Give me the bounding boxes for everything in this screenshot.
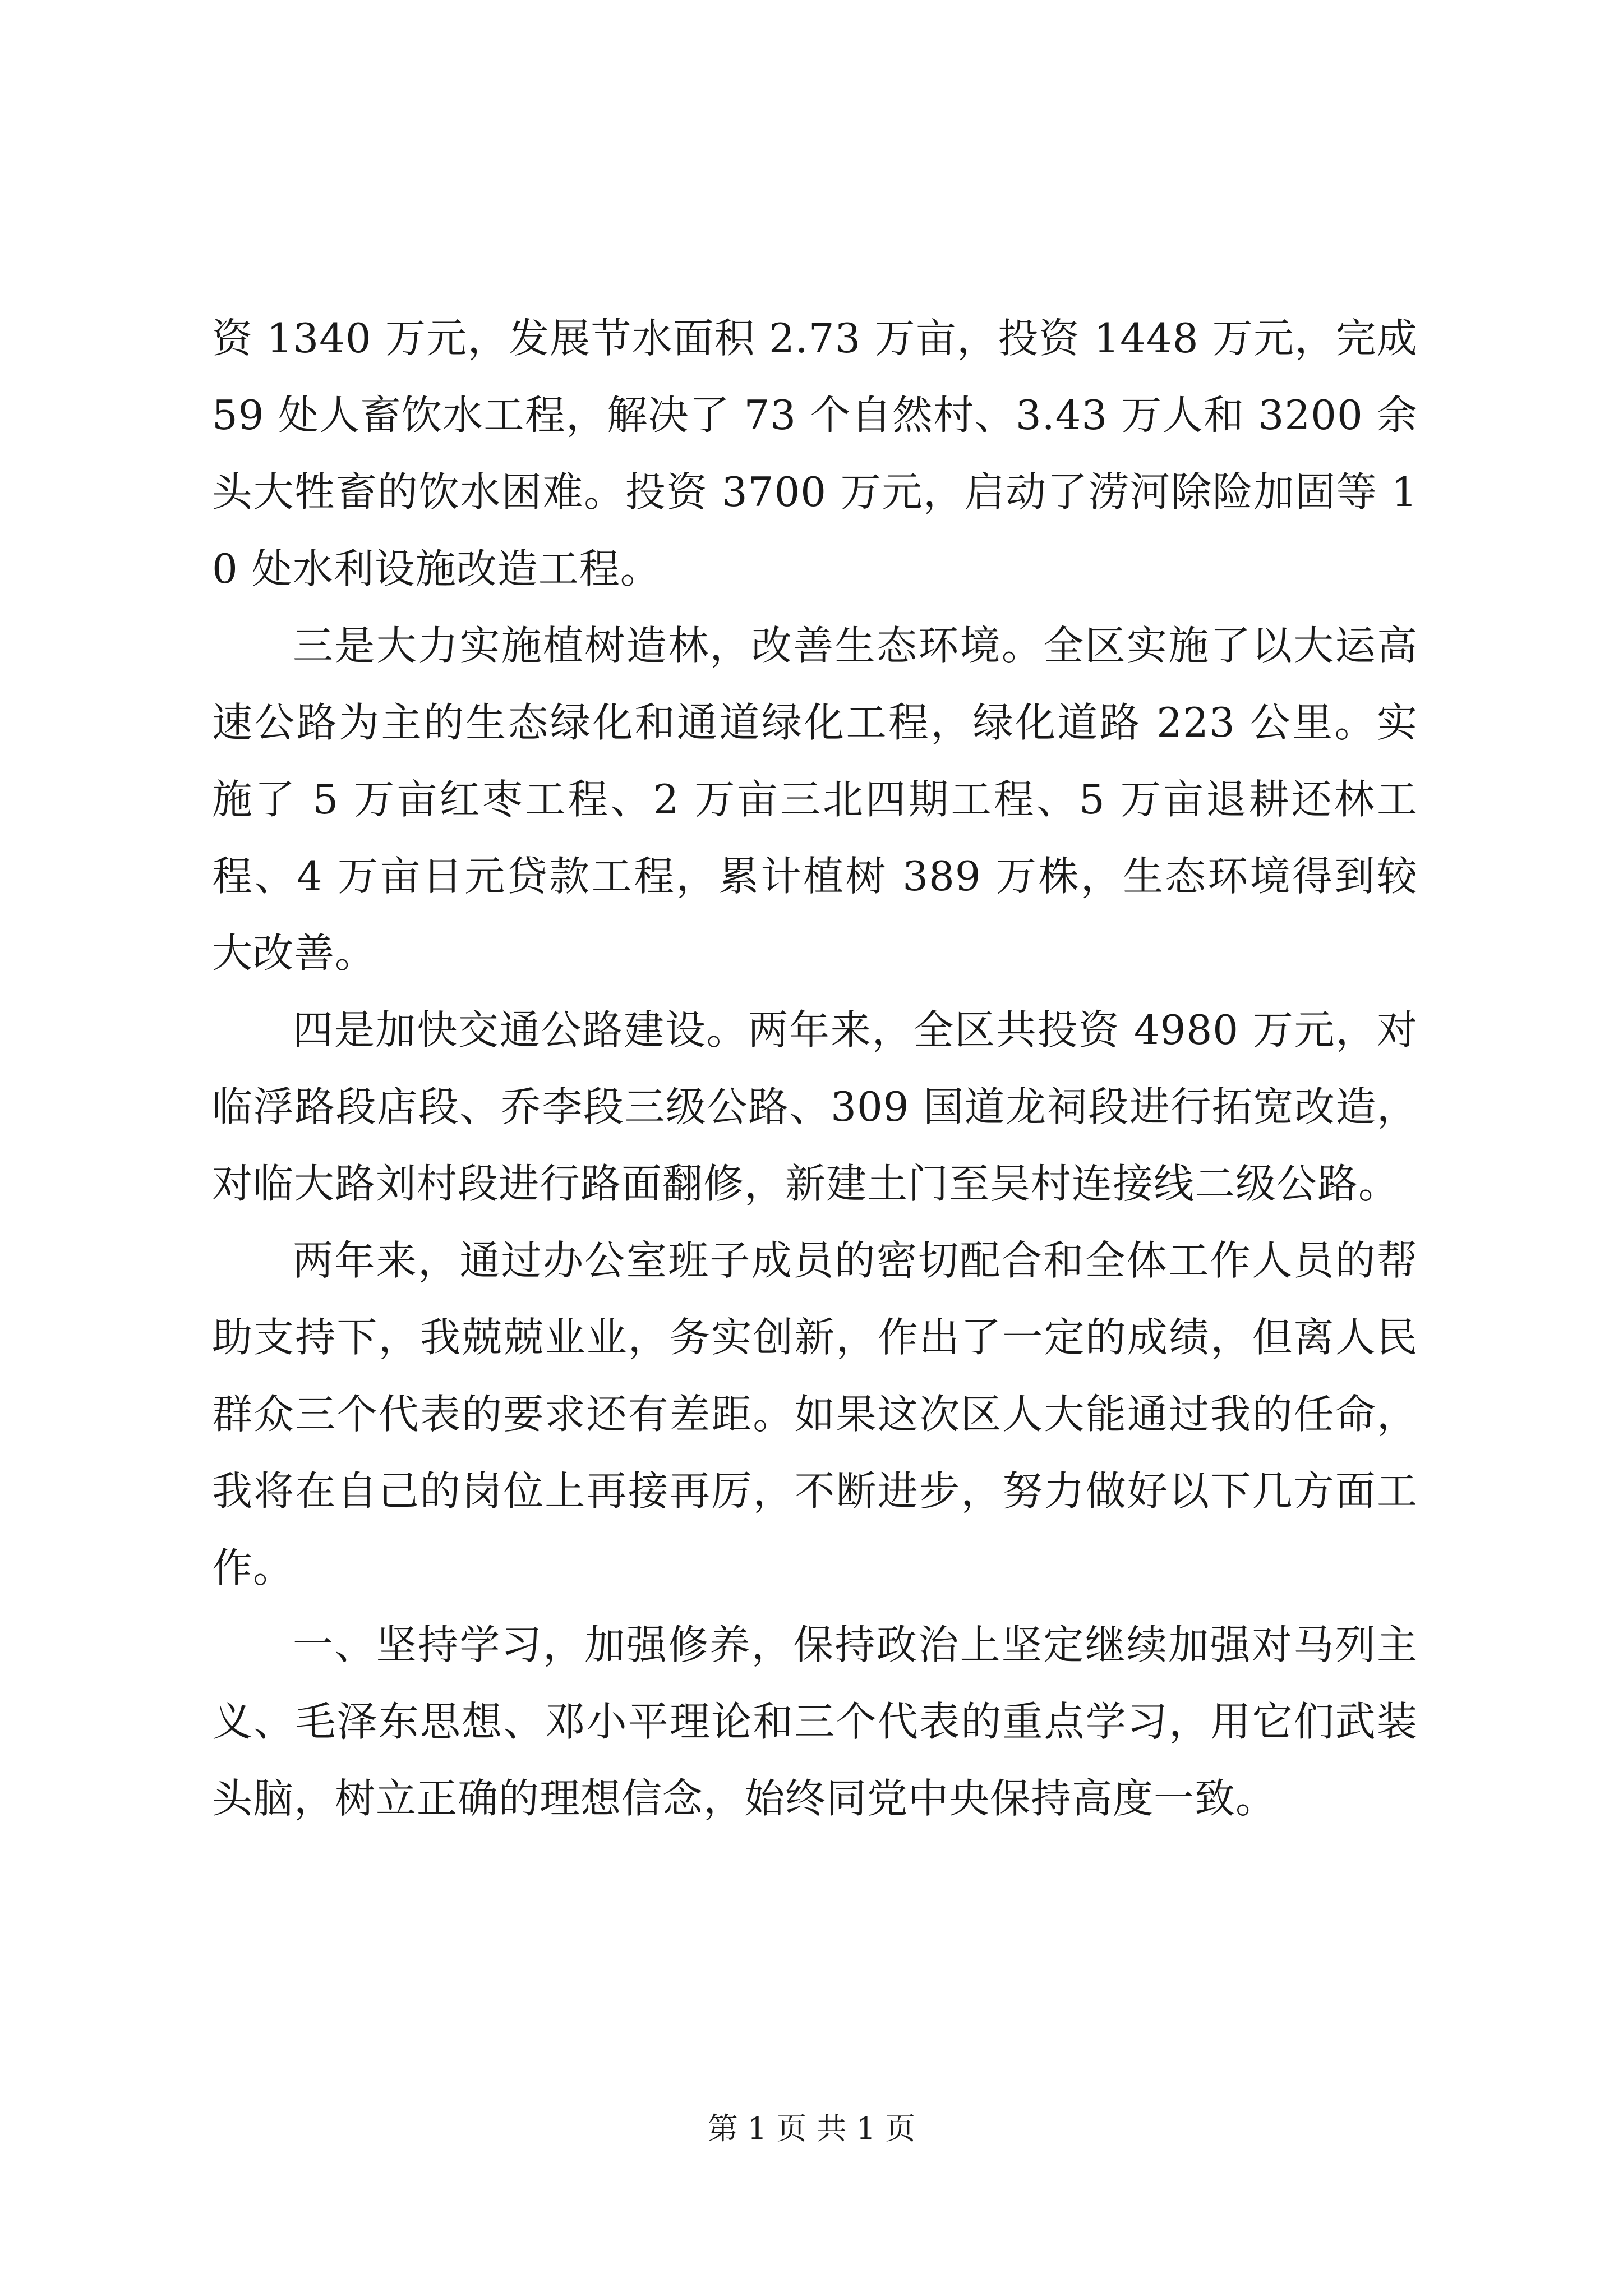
document-body [212,300,1418,1837]
paragraph-afforestation: 三是大力实施植树造林，改善生态环境。全区实施了以大运高速公路为主的生态绿化和通道绿化工程，绿化道路 223 公里。实施了 5 万亩红枣工程、2 万亩三北四期工程、5 万亩退耕还林工程、4 万亩日元贷款工程，累计植树 389 万株，生态环境得到较大改善。 [212,622,1418,977]
page-footer: 第 1 页 共 1 页 [707,2111,916,2146]
paragraph-continuation: 资 1340 万元，发展节水面积 2.73 万亩，投资 1448 万元，完成 59 处人畜饮水工程，解决了 73 个自然村、3.43 万人和 3200 余头大牲畜的饮水困难。投资 3700 万元，启动了涝河除险加固等 10 处水利设施改造工程。 [212,315,1418,592]
paragraph-road-construction: 四是加快交通公路建设。两年来，全区共投资 4980 万元，对临浮路段店段、乔李段三级公路、309 国道龙祠段进行拓宽改造，对临大路刘村段进行路面翻修，新建土门至吴村连接线二级公路。 [212,1006,1418,1207]
paragraph-summary: 两年来，通过办公室班子成员的密切配合和全体工作人员的帮助支持下，我兢兢业业，务实创新，作出了一定的成绩，但离人民群众三个代表的要求还有差距。如果这次区人大能通过我的任命，我将在自己的岗位上再接再厉，不断进步，努力做好以下几方面工作。 [212,1237,1418,1591]
paragraph-study-commitment: 一、坚持学习，加强修养，保持政治上坚定继续加强对马列主义、毛泽东思想、邓小平理论和三个代表的重点学习，用它们武装头脑，树立正确的理想信念，始终同党中央保持高度一致。 [212,1621,1418,1822]
